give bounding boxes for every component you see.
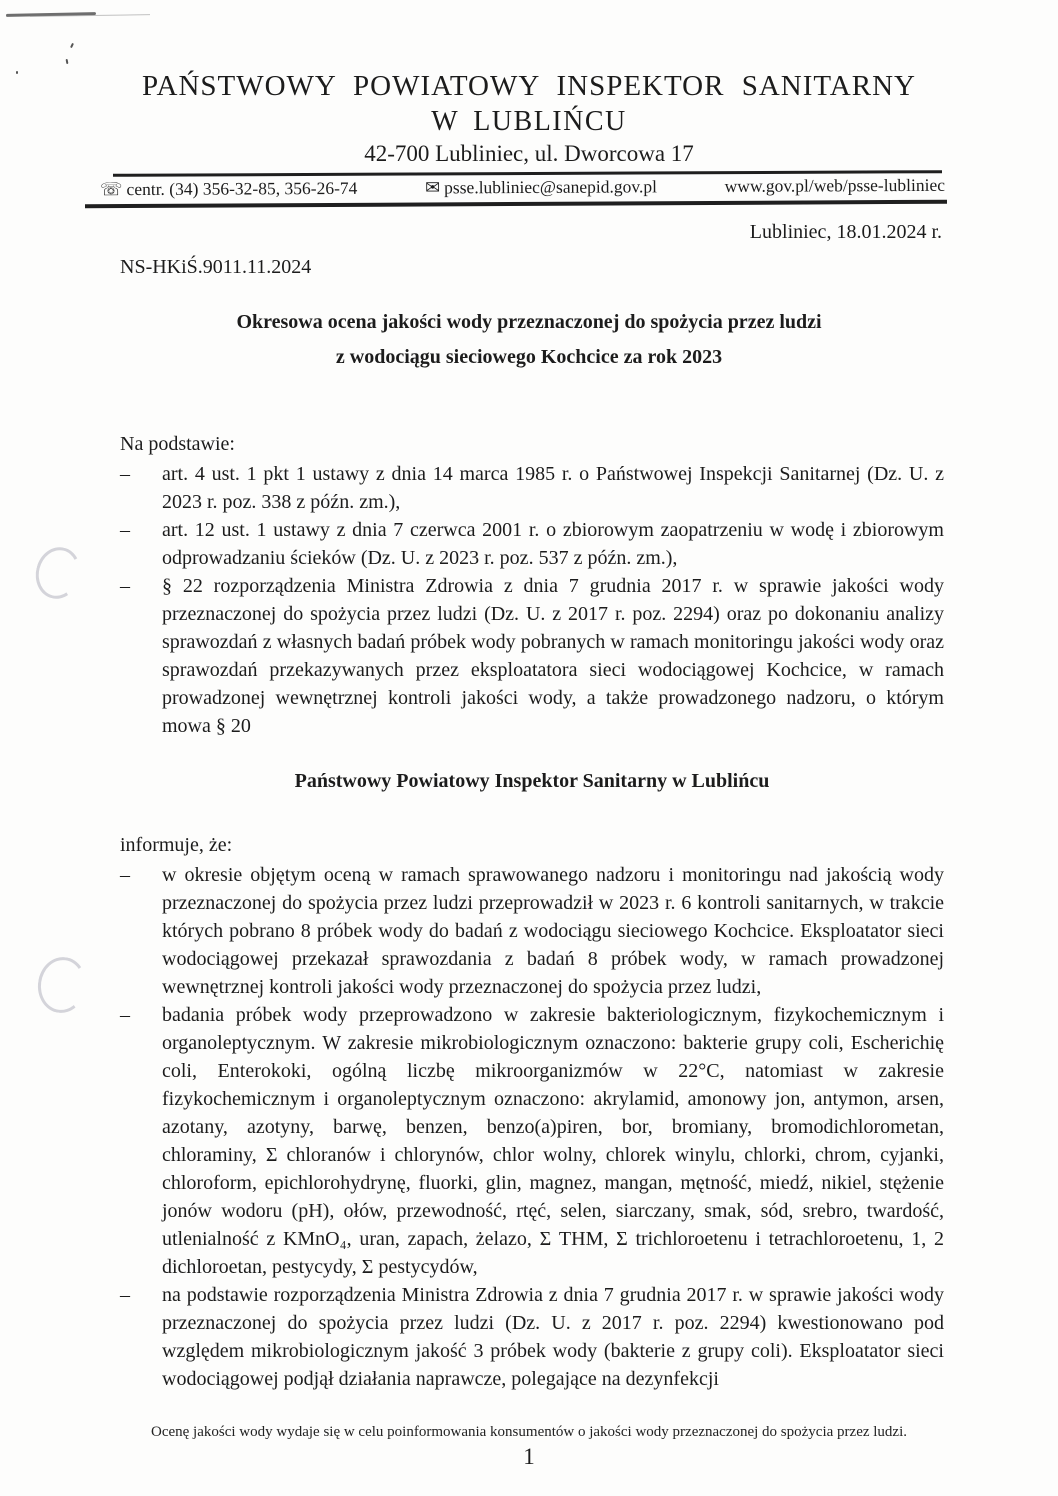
email-entry: [425, 176, 657, 198]
email-address: psse.lubliniec@sanepid.gov.pl: [444, 176, 658, 198]
basis-item-text: art. 12 ust. 1 ustawy z dnia 7 czerwca 2001 r. o zbiorowym zaopatrzeniu w wodę i zbiorowym odprowadzaniu ścieków (Dz. U. z 2023 r. poz. 537 z późn. zm.),: [162, 519, 944, 569]
phone-number: centr. (34) 356-32-85, 356-26-74: [126, 177, 358, 200]
statement-item: [120, 861, 944, 1001]
org-name: PAŃSTWOWY POWIATOWY INSPEKTOR SANITARNY: [142, 70, 916, 102]
list-dash: –: [120, 575, 130, 597]
scan-artifact-crescent: [30, 542, 85, 603]
website-url: www.gov.pl/web/psse-lubliniec: [724, 174, 946, 196]
basis-item: [120, 516, 944, 572]
contact-bar: [100, 175, 945, 200]
list-dash: –: [120, 864, 130, 886]
title-line-2: z wodociągu sieciowego Kochcice za rok 2023: [335, 346, 723, 368]
reference-number: NS-HKiŚ.9011.11.2024: [120, 256, 312, 278]
statement-item-text: w okresie objętym oceną w ramach sprawowanego nadzoru i monitoringu nad jakością wody przeznaczonej do spożycia przez ludzi przeprowadził w 2023 r. 6 kontroli sanitarnych, w trakcie których pobrano 8 próbek wody do badań z wodociągu sieciowego Kochcice. Eksploatator sieci wodociągowej przekazał sprawozdania z badań 8 próbek wody, w ramach prowadzonej wewnętrznej kontroli jakości wody przeznaczonej do spożycia przez ludzi,: [162, 864, 944, 998]
footer-note: Ocenę jakości wody wydaje się w celu poinformowania konsumentów o jakości wody przeznaczonej do spożycia przez ludzi.: [151, 1424, 907, 1440]
document-title: [0, 305, 1058, 375]
basis-item: [120, 572, 944, 740]
scan-artifact-speck: [66, 59, 69, 64]
scan-artifact-smudge: [6, 12, 96, 17]
statement-item-text: na podstawie rozporządzenia Ministra Zdrowia z dnia 7 grudnia 2017 r. w sprawie jakości wody przeznaczonej do spożycia przez ludzi (Dz. U. z 2017 r. poz. 2294) kwestionowano pod względem mikrobiologicznym jakość 3 próbek wody (bakterie z grupy coli). Eksploatator sieci wodociągowej podjął działania naprawcze, polegające na dezynfekcji: [162, 1284, 944, 1390]
basis-item: [120, 460, 944, 516]
page-number: 1: [523, 1444, 535, 1469]
scan-artifact-smudge: [30, 14, 150, 17]
scan-artifact-crescent: [34, 954, 89, 1016]
title-line-1: Okresowa ocena jakości wody przeznaczonej do spożycia przez ludzi: [236, 311, 822, 333]
statement-item: [120, 1001, 944, 1281]
document-body: [120, 430, 944, 1393]
authority-heading: Państwowy Powiatowy Inspektor Sanitarny w Lublińcu: [294, 770, 770, 792]
place-date: Lubliniec, 18.01.2024 r.: [749, 221, 942, 243]
phone-icon: ☏: [99, 179, 123, 200]
basis-item-text: art. 4 ust. 1 pkt 1 ustawy z dnia 14 marca 1985 r. o Państwowej Inspekcji Sanitarnej (Dz. U. z 2023 r. poz. 338 z późn. zm.),: [162, 463, 944, 513]
statement-item-text: badania próbek wody przeprowadzono w zakresie bakteriologicznym, fizykochemicznym i organoleptycznym. W zakresie mikrobiologicznym oznaczono: bakterie grupy coli, Escherichię coli, Enterokoki, ogólną liczbę mikroorganizmów w 22°C, natomiast w zakresie fizykochemicznym i organoleptycznym oznaczono: akrylamid, amonowy jon, antymon, arsen, azotany, azotyny, barwę, benzen, benzo(a)piren, bor, bromiany, bromodichlorometan, chloraminy, Σ chloranów i chlorynów, chlor wolny, chlorek winylu, chlorki, chrom, cyjanki, chloroform, epichlorohydrynę, fluorki, glin, magnez, mangan, mętność, miedź, nikiel, stężenie jonów wodoru (pH), ołów, przewodność, rtęć, selen, siarczany, smak, sód, srebro, twardość, utlenialność z KMnO₄, uran, zapach, żelazo, Σ THM, Σ trichloroetenu i tetrachloroetenu, 1, 2 dichloroetan, pestycydy, Σ pestycydów,: [162, 1004, 944, 1278]
org-location: W LUBLIŃCU: [431, 106, 627, 137]
org-address: 42-700 Lubliniec, ul. Dworcowa 17: [364, 141, 694, 166]
letterhead-divider-bottom: [85, 200, 947, 209]
scan-artifact-speck: [70, 43, 74, 48]
statement-intro: informuje, że:: [120, 834, 233, 856]
list-dash: –: [120, 1004, 130, 1026]
basis-intro: Na podstawie:: [120, 433, 235, 455]
statement-item: [120, 1281, 944, 1393]
list-dash: –: [120, 463, 130, 485]
list-dash: –: [120, 519, 130, 541]
envelope-icon: ✉: [425, 177, 441, 198]
phone-entry: [100, 178, 357, 200]
list-dash: –: [120, 1284, 130, 1306]
basis-item-text: § 22 rozporządzenia Ministra Zdrowia z dnia 7 grudnia 2017 r. w sprawie jakości wody przeznaczonej do spożycia przez ludzi (Dz. U. z 2017 r. poz. 2294) oraz po dokonaniu analizy sprawozdań z własnych badań próbek wody pobranych w ramach monitoringu jakości wody oraz sprawozdań przekazywanych przez eksploatatora sieci wodociągowej Kochcice, w ramach prowadzonej wewnętrznej kontroli jakości wody, a także prowadzonego nadzoru, o którym mowa § 20: [162, 575, 944, 737]
